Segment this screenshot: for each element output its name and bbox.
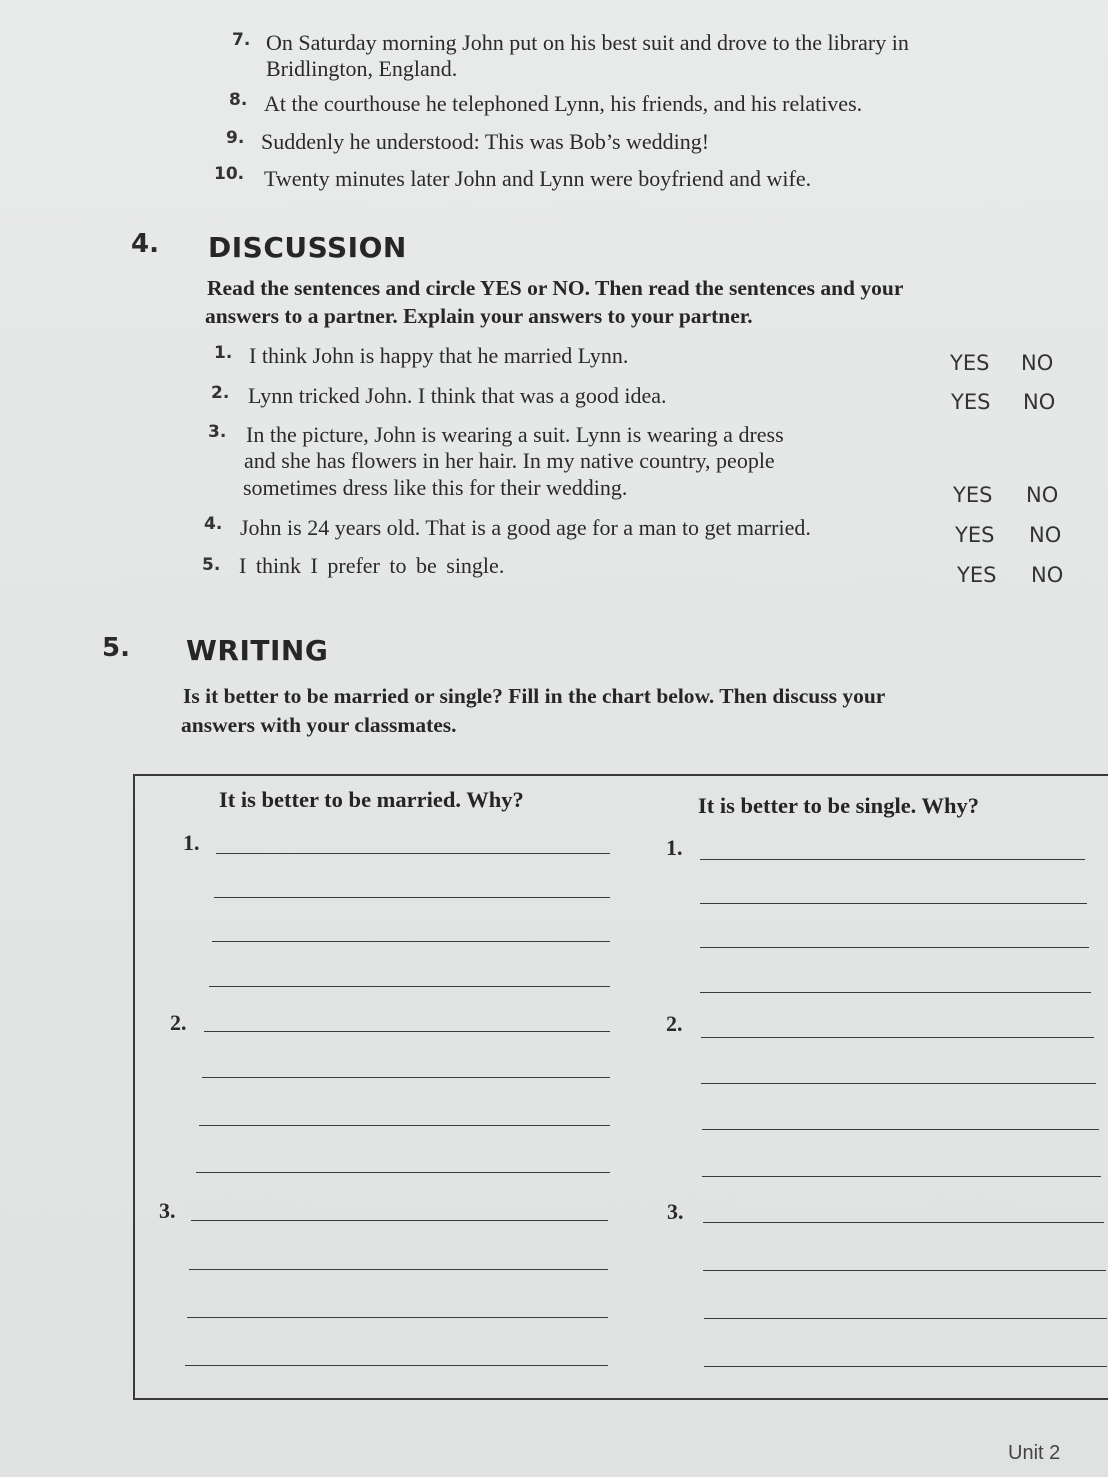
instructions: Is it better to be married or single? Fill in the chart below. Then discuss your xyxy=(183,684,886,708)
section-title: WRITING xyxy=(186,634,329,667)
question-number: 2. xyxy=(211,383,230,403)
list-item-text: At the courthouse he telephoned Lynn, his friends, and his relatives. xyxy=(264,91,863,116)
yes-option[interactable]: YES xyxy=(953,483,993,507)
question-text: I think I prefer to be single. xyxy=(239,553,505,578)
married-answer-line[interactable] xyxy=(187,1317,608,1318)
section-number: 5. xyxy=(102,633,130,663)
no-option[interactable]: NO xyxy=(1023,390,1056,414)
list-number: 10. xyxy=(214,164,245,184)
yes-option[interactable]: YES xyxy=(951,390,991,414)
question-text: and she has flowers in her hair. In my native country, people xyxy=(244,448,775,473)
instructions: answers with your classmates. xyxy=(181,713,457,737)
married-answer-line[interactable] xyxy=(196,1172,610,1173)
single-reason-1-label: 1. xyxy=(666,835,683,860)
no-option[interactable]: NO xyxy=(1029,523,1062,547)
single-answer-line[interactable] xyxy=(703,1270,1106,1271)
list-number: 7. xyxy=(232,30,251,50)
single-answer-line[interactable] xyxy=(704,1318,1107,1319)
section-number: 4. xyxy=(131,229,159,259)
no-option[interactable]: NO xyxy=(1021,351,1054,375)
married-single-chart xyxy=(133,774,1108,1400)
instructions: Read the sentences and circle YES or NO. Then read the sentences and your xyxy=(207,276,904,300)
instructions: answers to a partner. Explain your answers to your partner. xyxy=(205,304,753,328)
married-answer-line[interactable] xyxy=(189,1269,608,1270)
single-answer-line[interactable] xyxy=(704,1366,1107,1367)
married-answer-line[interactable] xyxy=(185,1365,608,1366)
single-answer-line[interactable] xyxy=(700,992,1091,993)
single-answer-line[interactable] xyxy=(701,1037,1094,1038)
page-footer: Unit 2 xyxy=(1008,1442,1061,1464)
question-text: Lynn tricked John. I think that was a good idea. xyxy=(248,383,667,408)
married-answer-line[interactable] xyxy=(199,1125,610,1126)
single-answer-line[interactable] xyxy=(700,859,1085,860)
single-reason-3-label: 3. xyxy=(667,1199,684,1224)
single-answer-line[interactable] xyxy=(703,1222,1104,1223)
married-reason-2-label: 2. xyxy=(170,1010,187,1035)
single-answer-line[interactable] xyxy=(701,1083,1096,1084)
married-answer-line[interactable] xyxy=(216,853,610,854)
married-reason-1-label: 1. xyxy=(183,830,200,855)
no-option[interactable]: NO xyxy=(1031,563,1064,587)
married-answer-line[interactable] xyxy=(202,1077,610,1078)
section-title: DISCUSSION xyxy=(208,231,407,264)
list-item-text: Bridlington, England. xyxy=(266,56,458,81)
list-item-text: On Saturday morning John put on his best suit and drove to the library in xyxy=(266,30,909,55)
single-answer-line[interactable] xyxy=(702,1129,1099,1130)
yes-option[interactable]: YES xyxy=(957,563,997,587)
single-answer-line[interactable] xyxy=(702,1176,1101,1177)
question-number: 4. xyxy=(204,514,223,534)
married-answer-line[interactable] xyxy=(191,1220,608,1221)
single-answer-line[interactable] xyxy=(700,903,1087,904)
question-text: sometimes dress like this for their wedding. xyxy=(243,475,628,500)
list-number: 8. xyxy=(229,90,248,110)
married-answer-line[interactable] xyxy=(212,941,610,942)
question-number: 1. xyxy=(214,343,233,363)
married-answer-line[interactable] xyxy=(214,897,610,898)
right-column-header: It is better to be single. Why? xyxy=(698,793,980,818)
question-text: John is 24 years old. That is a good age for a man to get married. xyxy=(240,515,811,540)
married-answer-line[interactable] xyxy=(204,1031,610,1032)
question-number: 3. xyxy=(208,422,227,442)
yes-option[interactable]: YES xyxy=(955,523,995,547)
question-text: In the picture, John is wearing a suit. Lynn is wearing a dress xyxy=(246,422,784,447)
married-reason-3-label: 3. xyxy=(159,1198,176,1223)
single-reason-2-label: 2. xyxy=(666,1011,683,1036)
list-item-text: Suddenly he understood: This was Bob’s wedding! xyxy=(261,129,710,154)
question-text: I think John is happy that he married Lynn. xyxy=(249,343,629,368)
married-answer-line[interactable] xyxy=(209,986,610,987)
single-answer-line[interactable] xyxy=(700,947,1089,948)
left-column-header: It is better to be married. Why? xyxy=(219,787,524,812)
yes-option[interactable]: YES xyxy=(950,351,990,375)
list-number: 9. xyxy=(226,128,245,148)
list-item-text: Twenty minutes later John and Lynn were boyfriend and wife. xyxy=(264,166,812,191)
no-option[interactable]: NO xyxy=(1026,483,1059,507)
question-number: 5. xyxy=(202,555,221,575)
